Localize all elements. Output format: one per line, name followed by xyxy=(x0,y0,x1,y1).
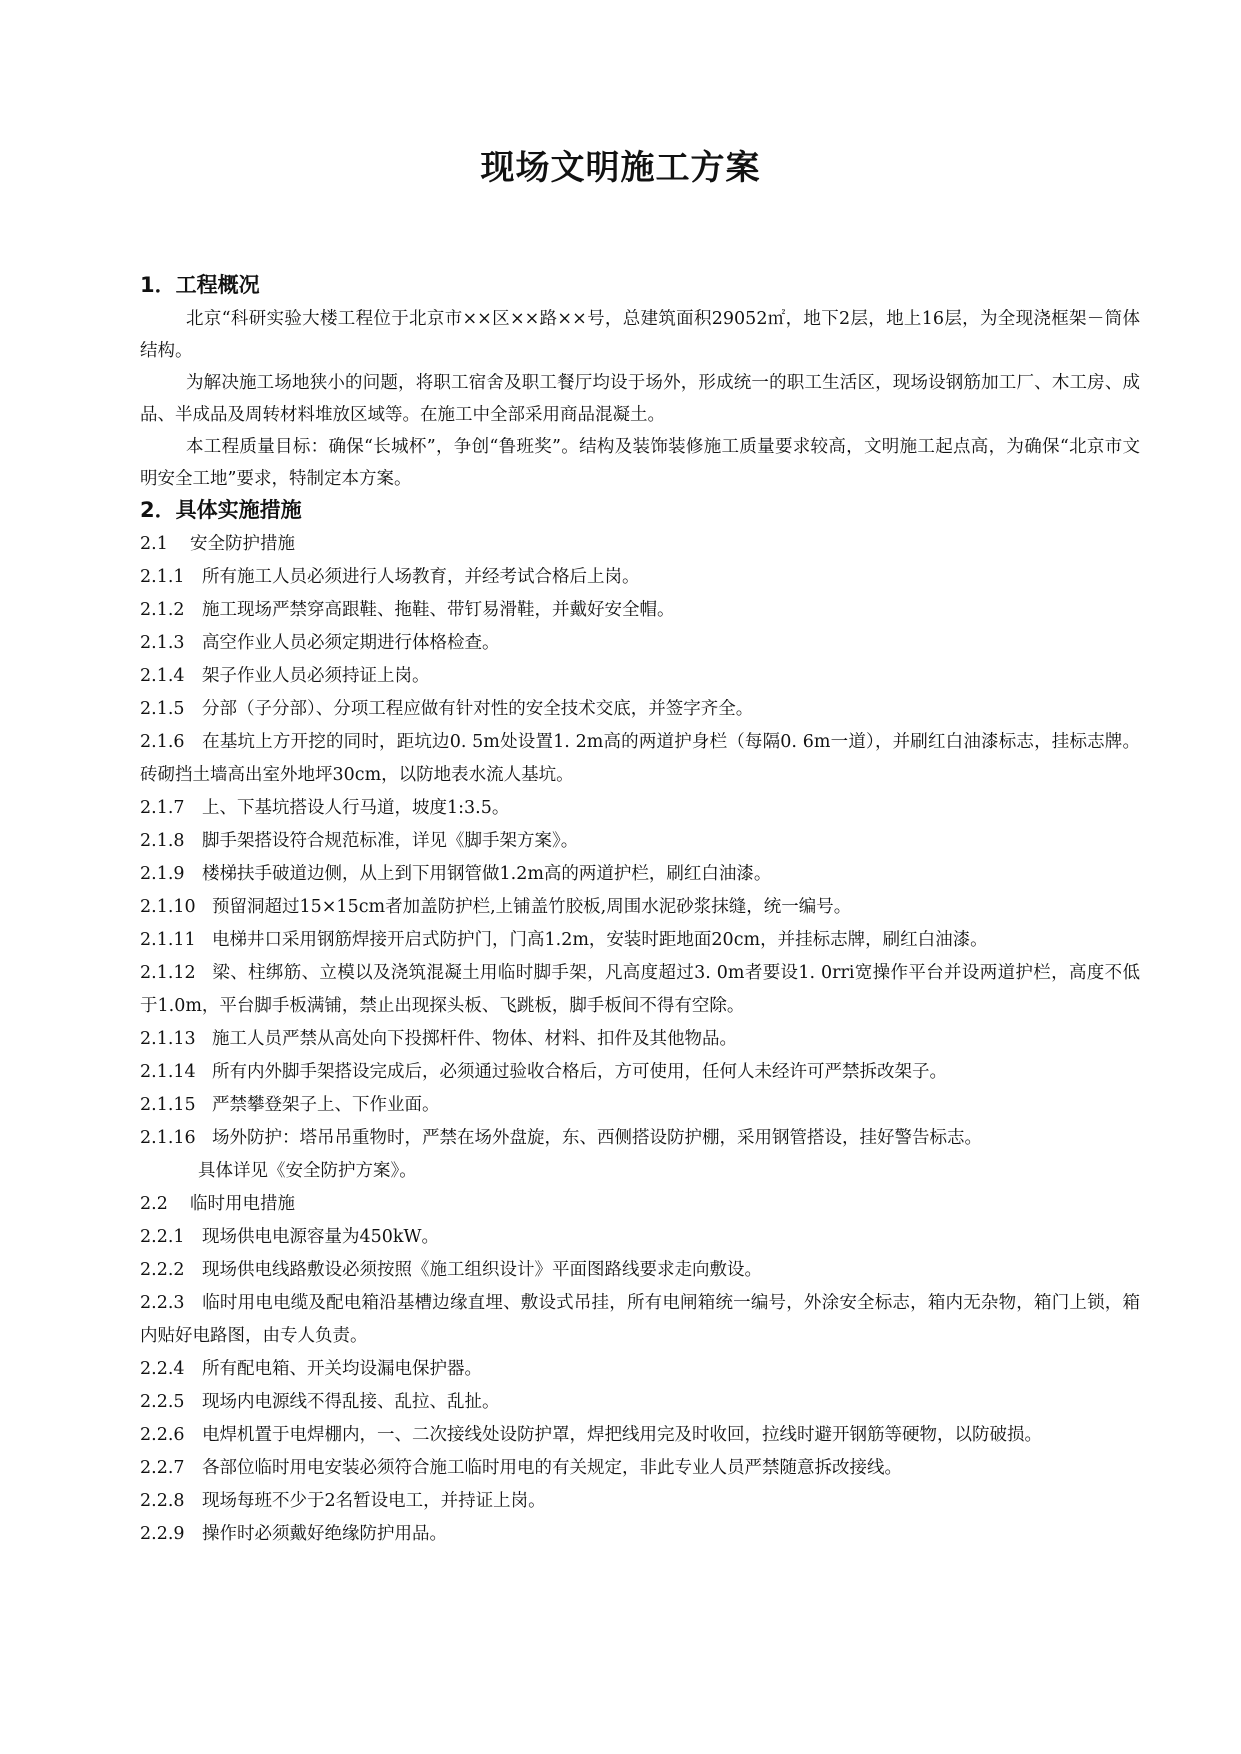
electric-measures-list xyxy=(140,1221,1140,1551)
item-text: 在基坑上方开挖的同时，距坑边0. 5m处设置1. 2m高的两道护身栏（每隔0. 6m一道），并刷红白油漆标志，挂标志牌。砖砌挡土墙高出室外地坪30cm，以防地表水流人基坑。 xyxy=(140,732,1140,785)
item-number: 2.2.6 xyxy=(140,1425,185,1445)
item-text: 电焊机置于电焊棚内，一、二次接线处设防护罩，焊把线用完及时收回，拉线时避开钢筋等硬物，以防破损。 xyxy=(202,1425,1042,1445)
item-text: 高空作业人员必须定期进行体格检查。 xyxy=(202,633,500,653)
item-number: 2.1.15 xyxy=(140,1095,196,1115)
list-item xyxy=(140,825,1140,858)
item-number: 2.1.14 xyxy=(140,1062,196,1082)
list-item xyxy=(140,1122,1140,1155)
item-number: 2.1.11 xyxy=(140,930,196,950)
item-text: 现场供电电源容量为450kW。 xyxy=(202,1227,439,1247)
item-text: 脚手架搭设符合规范标准，详见《脚手架方案》。 xyxy=(202,831,579,851)
item-text: 临时用电电缆及配电箱沿基槽边缘直埋、敷设式吊挂，所有电闸箱统一编号，外涂安全标志，箱内无杂物，箱门上锁，箱内贴好电路图，由专人负责。 xyxy=(140,1293,1140,1346)
item-number: 2.2.4 xyxy=(140,1359,185,1379)
subsection-number: 2.1 xyxy=(140,534,168,554)
section-heading-measures: 2．具体实施措施 xyxy=(140,498,302,522)
item-number: 2.1.6 xyxy=(140,732,185,752)
document-body xyxy=(140,270,1140,1551)
section-heading-overview: 1．工程概况 xyxy=(140,273,260,297)
item-text: 现场内电源线不得乱接、乱拉、乱扯。 xyxy=(202,1392,500,1412)
list-item xyxy=(140,1089,1140,1122)
item-text: 预留洞超过15×15cm者加盖防护栏,上铺盖竹胶板,周围水泥砂浆抹缝，统一编号。 xyxy=(212,897,852,917)
item-number: 2.2.8 xyxy=(140,1491,185,1511)
safety-measures-list xyxy=(140,561,1140,1155)
list-item xyxy=(140,627,1140,660)
list-item xyxy=(140,957,1140,1023)
list-item xyxy=(140,1485,1140,1518)
list-item xyxy=(140,693,1140,726)
document-title: 现场文明施工方案 xyxy=(480,148,761,188)
subsection-heading-safety xyxy=(140,528,1140,561)
item-number: 2.1.7 xyxy=(140,798,185,818)
item-text: 楼梯扶手破道边侧，从上到下用钢管做1.2m高的两道护栏，刷红白油漆。 xyxy=(202,864,772,884)
list-item xyxy=(140,1287,1140,1353)
list-item xyxy=(140,1254,1140,1287)
item-number: 2.2.7 xyxy=(140,1458,185,1478)
overview-paragraph: 本工程质量目标：确保“长城杯”，争创“鲁班奖”。结构及装饰装修施工质量要求较高，文明施工起点高，为确保“北京市文明安全工地”要求，特制定本方案。 xyxy=(140,437,1140,489)
list-item xyxy=(140,891,1140,924)
item-text: 所有配电箱、开关均设漏电保护器。 xyxy=(202,1359,482,1379)
item-text: 现场每班不少于2名暂设电工，并持证上岗。 xyxy=(202,1491,546,1511)
list-item xyxy=(140,1419,1140,1452)
item-text: 现场供电线路敷设必须按照《施工组织设计》平面图路线要求走向敷设。 xyxy=(202,1260,762,1280)
item-number: 2.2.5 xyxy=(140,1392,185,1412)
item-number: 2.2.1 xyxy=(140,1227,185,1247)
item-number: 2.1.8 xyxy=(140,831,185,851)
list-item xyxy=(140,1353,1140,1386)
overview-paragraph: 为解决施工场地狭小的问题，将职工宿舍及职工餐厅均设于场外，形成统一的职工生活区，现场设钢筋加工厂、木工房、成品、半成品及周转材料堆放区域等。在施工中全部采用商品混凝土。 xyxy=(140,373,1140,425)
item-text: 所有施工人员必须进行人场教育，并经考试合格后上岗。 xyxy=(202,567,640,587)
list-item xyxy=(140,660,1140,693)
item-text: 各部位临时用电安装必须符合施工临时用电的有关规定，非此专业人员严禁随意拆改接线。 xyxy=(202,1458,902,1478)
list-item xyxy=(140,792,1140,825)
item-number: 2.2.9 xyxy=(140,1524,185,1544)
item-number: 2.1.5 xyxy=(140,699,185,719)
item-text: 操作时必须戴好绝缘防护用品。 xyxy=(202,1524,447,1544)
item-number: 2.1.3 xyxy=(140,633,185,653)
item-text: 严禁攀登架子上、下作业面。 xyxy=(212,1095,440,1115)
item-text: 架子作业人员必须持证上岗。 xyxy=(202,666,430,686)
item-number: 2.1.4 xyxy=(140,666,185,686)
list-item xyxy=(140,561,1140,594)
item-text: 梁、柱绑筋、立模以及浇筑混凝土用临时脚手架，凡高度超过3. 0m者要设1. 0rri宽操作平台并设两道护栏，高度不低于1.0m，平台脚手板满铺，禁止出现探头板、飞跳板，脚手板间不得有空除。 xyxy=(140,963,1140,1016)
list-item xyxy=(140,1452,1140,1485)
item-number: 2.1.12 xyxy=(140,963,196,983)
list-item xyxy=(140,858,1140,891)
subsection-heading-electric xyxy=(140,1188,1140,1221)
item-text: 施工现场严禁穿高跟鞋、拖鞋、带钉易滑鞋，并戴好安全帽。 xyxy=(202,600,675,620)
item-text: 电梯井口采用钢筋焊接开启式防护门，门高1.2m，安装时距地面20cm，并挂标志牌，刷红白油漆。 xyxy=(212,930,988,950)
list-item xyxy=(140,594,1140,627)
item-number: 2.1.13 xyxy=(140,1029,196,1049)
item-number: 2.1.16 xyxy=(140,1128,196,1148)
list-item xyxy=(140,1386,1140,1419)
item-number: 2.1.10 xyxy=(140,897,196,917)
list-item xyxy=(140,1056,1140,1089)
item-number: 2.2.3 xyxy=(140,1293,185,1313)
list-item xyxy=(140,726,1140,792)
list-item xyxy=(140,924,1140,957)
list-item xyxy=(140,1518,1140,1551)
item-number: 2.1.1 xyxy=(140,567,185,587)
subsection-title: 临时用电措施 xyxy=(190,1194,295,1214)
subsection-title: 安全防护措施 xyxy=(190,534,295,554)
list-item xyxy=(140,1221,1140,1254)
item-text: 场外防护：塔吊吊重物时，严禁在场外盘旋，东、西侧搭设防护棚，采用钢管搭设，挂好警告标志。 xyxy=(212,1128,982,1148)
item-number: 2.1.9 xyxy=(140,864,185,884)
item-text: 施工人员严禁从高处向下投掷杆件、物体、材料、扣件及其他物品。 xyxy=(212,1029,737,1049)
overview-paragraph: 北京“科研实验大楼工程位于北京市××区××路××号，总建筑面积29052㎡，地下2层，地上16层，为全现浇框架－筒体结构。 xyxy=(140,309,1140,361)
item-text: 分部（子分部）、分项工程应做有针对性的安全技术交底，并签字齐全。 xyxy=(202,699,754,719)
subsection-number: 2.2 xyxy=(140,1194,168,1214)
item-text: 上、下基坑搭设人行马道，坡度1:3.5。 xyxy=(202,798,510,818)
safety-note: 具体详见《安全防护方案》。 xyxy=(198,1161,417,1181)
list-item xyxy=(140,1023,1140,1056)
item-text: 所有内外脚手架搭设完成后，必须通过验收合格后，方可使用，任何人未经许可严禁拆改架子。 xyxy=(212,1062,947,1082)
item-number: 2.1.2 xyxy=(140,600,185,620)
item-number: 2.2.2 xyxy=(140,1260,185,1280)
